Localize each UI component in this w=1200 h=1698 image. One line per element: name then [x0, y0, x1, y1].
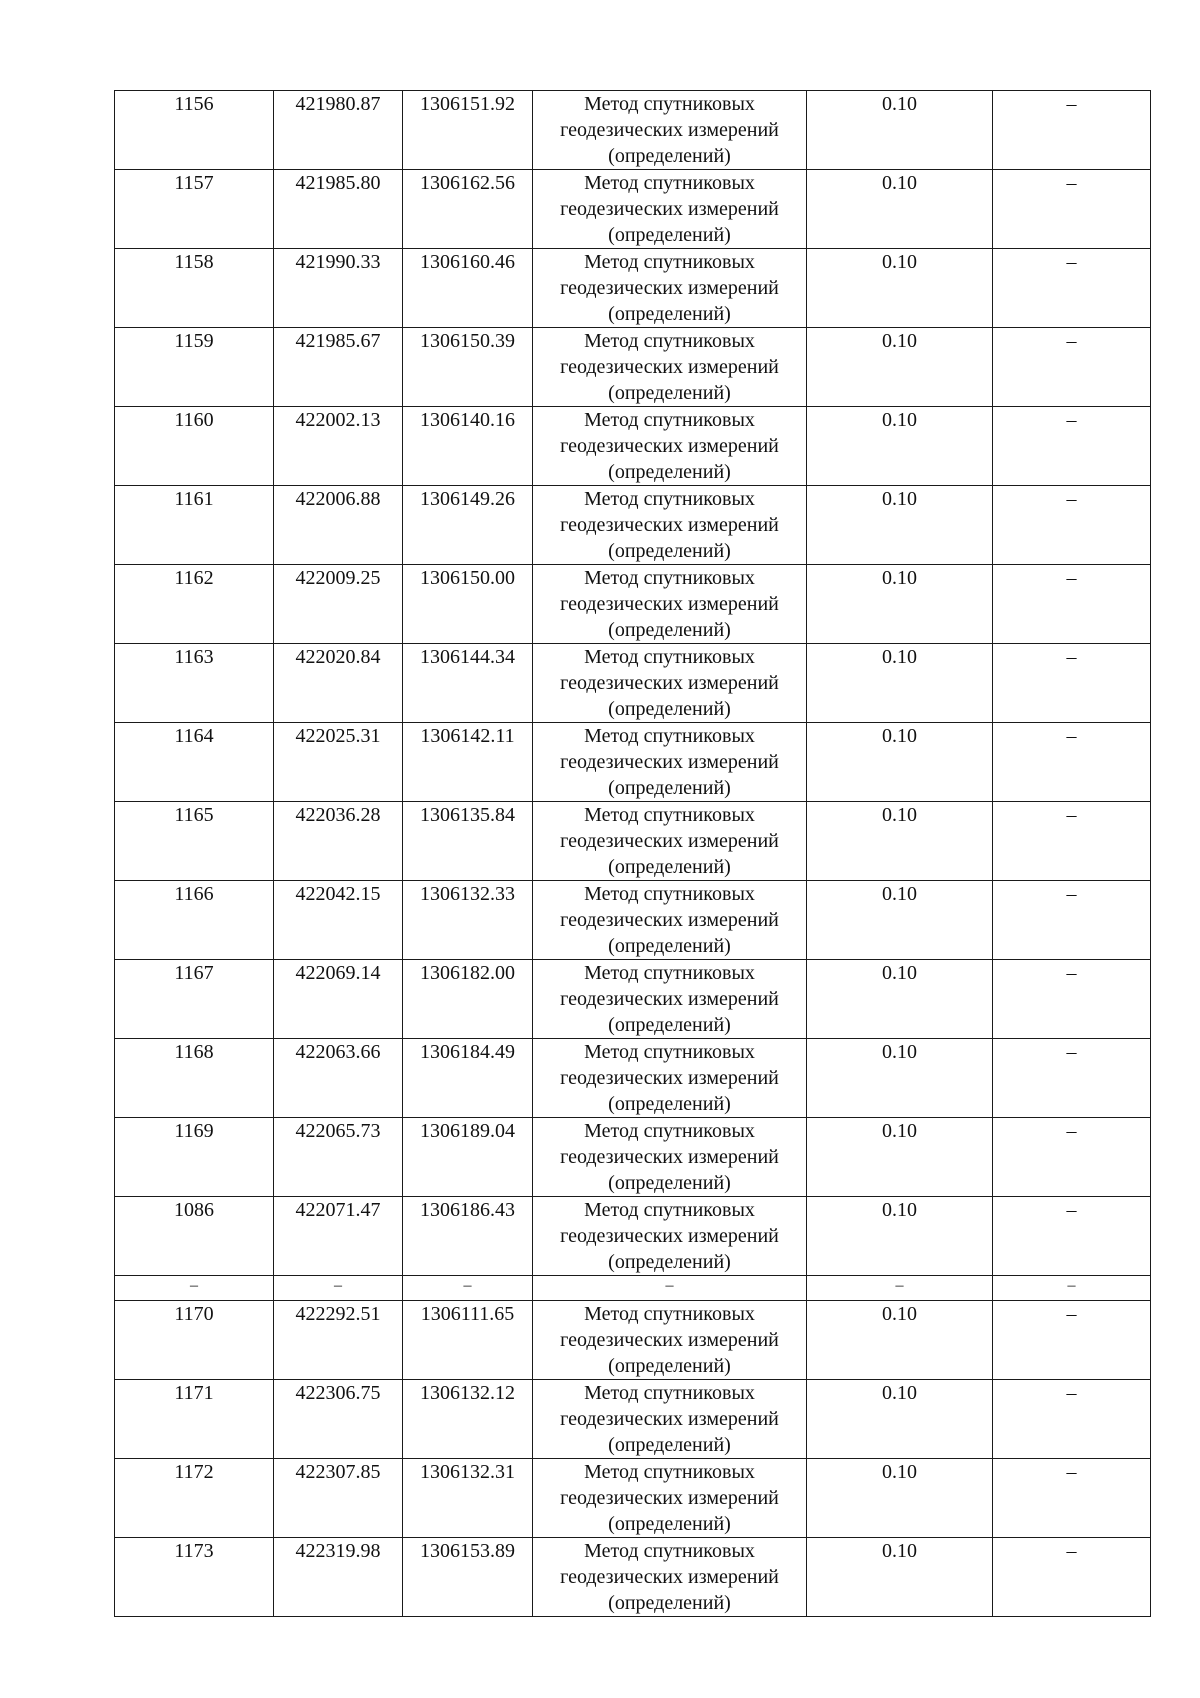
y-coordinate-cell: 1306142.11: [403, 723, 533, 802]
note-cell: –: [993, 1118, 1151, 1197]
accuracy-cell: 0.10: [807, 1118, 993, 1197]
y-coordinate-cell: 1306189.04: [403, 1118, 533, 1197]
note-cell: –: [993, 565, 1151, 644]
table-row: [115, 644, 1151, 723]
note-cell: –: [993, 1039, 1151, 1118]
accuracy-cell: 0.10: [807, 407, 993, 486]
accuracy-cell: 0.10: [807, 1459, 993, 1538]
y-coordinate-cell: 1306160.46: [403, 249, 533, 328]
table-row: [115, 1380, 1151, 1459]
table-row: [115, 802, 1151, 881]
point-number-cell: 1161: [115, 486, 274, 565]
y-coordinate-cell: 1306150.39: [403, 328, 533, 407]
note-cell: –: [993, 1301, 1151, 1380]
y-coordinate-cell: 1306186.43: [403, 1197, 533, 1276]
x-coordinate-cell: 422065.73: [274, 1118, 403, 1197]
note-cell: –: [993, 723, 1151, 802]
x-coordinate-cell: 422071.47: [274, 1197, 403, 1276]
y-coordinate-cell: 1306132.12: [403, 1380, 533, 1459]
y-coordinate-cell: 1306132.33: [403, 881, 533, 960]
note-cell: –: [993, 1380, 1151, 1459]
separator-row: [115, 1276, 1151, 1301]
x-coordinate-cell: 422319.98: [274, 1538, 403, 1617]
point-number-cell: 1165: [115, 802, 274, 881]
point-number-cell: 1171: [115, 1380, 274, 1459]
y-coordinate-cell: 1306140.16: [403, 407, 533, 486]
method-cell: Метод спутниковых геодезических измерений (определений): [533, 170, 807, 249]
note-cell: –: [993, 1276, 1151, 1301]
x-coordinate-cell: 422069.14: [274, 960, 403, 1039]
y-coordinate-cell: 1306150.00: [403, 565, 533, 644]
x-coordinate-cell: 421985.80: [274, 170, 403, 249]
table-row: [115, 1538, 1151, 1617]
table-row: [115, 881, 1151, 960]
note-cell: –: [993, 644, 1151, 723]
accuracy-cell: 0.10: [807, 1039, 993, 1118]
method-cell: Метод спутниковых геодезических измерений (определений): [533, 1380, 807, 1459]
table-row: [115, 1039, 1151, 1118]
method-cell: Метод спутниковых геодезических измерений (определений): [533, 1538, 807, 1617]
method-cell: Метод спутниковых геодезических измерений (определений): [533, 328, 807, 407]
x-coordinate-cell: 421980.87: [274, 91, 403, 170]
point-number-cell: 1170: [115, 1301, 274, 1380]
x-coordinate-cell: 422063.66: [274, 1039, 403, 1118]
note-cell: –: [993, 960, 1151, 1039]
point-number-cell: 1157: [115, 170, 274, 249]
note-cell: –: [993, 91, 1151, 170]
table-row: [115, 170, 1151, 249]
coordinates-table-body: [115, 91, 1151, 1617]
table-row: [115, 91, 1151, 170]
y-coordinate-cell: 1306182.00: [403, 960, 533, 1039]
y-coordinate-cell: 1306135.84: [403, 802, 533, 881]
y-coordinate-cell: –: [403, 1276, 533, 1301]
x-coordinate-cell: –: [274, 1276, 403, 1301]
accuracy-cell: 0.10: [807, 802, 993, 881]
accuracy-cell: 0.10: [807, 249, 993, 328]
y-coordinate-cell: 1306184.49: [403, 1039, 533, 1118]
note-cell: –: [993, 1538, 1151, 1617]
point-number-cell: 1086: [115, 1197, 274, 1276]
x-coordinate-cell: 422020.84: [274, 644, 403, 723]
method-cell: Метод спутниковых геодезических измерений (определений): [533, 249, 807, 328]
y-coordinate-cell: 1306151.92: [403, 91, 533, 170]
x-coordinate-cell: 422307.85: [274, 1459, 403, 1538]
point-number-cell: 1173: [115, 1538, 274, 1617]
point-number-cell: 1160: [115, 407, 274, 486]
x-coordinate-cell: 422002.13: [274, 407, 403, 486]
note-cell: –: [993, 407, 1151, 486]
table-row: [115, 249, 1151, 328]
y-coordinate-cell: 1306144.34: [403, 644, 533, 723]
y-coordinate-cell: 1306111.65: [403, 1301, 533, 1380]
x-coordinate-cell: 422306.75: [274, 1380, 403, 1459]
point-number-cell: 1156: [115, 91, 274, 170]
table-row: [115, 407, 1151, 486]
table-row: [115, 1459, 1151, 1538]
x-coordinate-cell: 422292.51: [274, 1301, 403, 1380]
x-coordinate-cell: 422042.15: [274, 881, 403, 960]
accuracy-cell: 0.10: [807, 91, 993, 170]
note-cell: –: [993, 249, 1151, 328]
accuracy-cell: 0.10: [807, 328, 993, 407]
method-cell: Метод спутниковых геодезических измерений (определений): [533, 1118, 807, 1197]
x-coordinate-cell: 422006.88: [274, 486, 403, 565]
point-number-cell: –: [115, 1276, 274, 1301]
accuracy-cell: 0.10: [807, 565, 993, 644]
x-coordinate-cell: 422025.31: [274, 723, 403, 802]
point-number-cell: 1162: [115, 565, 274, 644]
method-cell: Метод спутниковых геодезических измерений (определений): [533, 960, 807, 1039]
point-number-cell: 1169: [115, 1118, 274, 1197]
x-coordinate-cell: 421990.33: [274, 249, 403, 328]
accuracy-cell: 0.10: [807, 1380, 993, 1459]
x-coordinate-cell: 422009.25: [274, 565, 403, 644]
method-cell: Метод спутниковых геодезических измерений (определений): [533, 723, 807, 802]
method-cell: Метод спутниковых геодезических измерений (определений): [533, 91, 807, 170]
accuracy-cell: 0.10: [807, 960, 993, 1039]
table-row: [115, 960, 1151, 1039]
accuracy-cell: –: [807, 1276, 993, 1301]
y-coordinate-cell: 1306153.89: [403, 1538, 533, 1617]
method-cell: Метод спутниковых геодезических измерений (определений): [533, 802, 807, 881]
method-cell: Метод спутниковых геодезических измерений (определений): [533, 407, 807, 486]
point-number-cell: 1159: [115, 328, 274, 407]
table-row: [115, 565, 1151, 644]
method-cell: Метод спутниковых геодезических измерений (определений): [533, 644, 807, 723]
table-row: [115, 1197, 1151, 1276]
note-cell: –: [993, 802, 1151, 881]
x-coordinate-cell: 421985.67: [274, 328, 403, 407]
method-cell: Метод спутниковых геодезических измерений (определений): [533, 565, 807, 644]
y-coordinate-cell: 1306149.26: [403, 486, 533, 565]
method-cell: Метод спутниковых геодезических измерений (определений): [533, 1039, 807, 1118]
coordinates-table: [114, 90, 1151, 1617]
table-row: [115, 1301, 1151, 1380]
method-cell: Метод спутниковых геодезических измерений (определений): [533, 881, 807, 960]
accuracy-cell: 0.10: [807, 1538, 993, 1617]
point-number-cell: 1168: [115, 1039, 274, 1118]
point-number-cell: 1164: [115, 723, 274, 802]
y-coordinate-cell: 1306162.56: [403, 170, 533, 249]
accuracy-cell: 0.10: [807, 486, 993, 565]
note-cell: –: [993, 1459, 1151, 1538]
note-cell: –: [993, 170, 1151, 249]
point-number-cell: 1163: [115, 644, 274, 723]
note-cell: –: [993, 881, 1151, 960]
note-cell: –: [993, 328, 1151, 407]
point-number-cell: 1167: [115, 960, 274, 1039]
accuracy-cell: 0.10: [807, 170, 993, 249]
method-cell: –: [533, 1276, 807, 1301]
y-coordinate-cell: 1306132.31: [403, 1459, 533, 1538]
point-number-cell: 1166: [115, 881, 274, 960]
table-row: [115, 328, 1151, 407]
method-cell: Метод спутниковых геодезических измерений (определений): [533, 1459, 807, 1538]
point-number-cell: 1172: [115, 1459, 274, 1538]
accuracy-cell: 0.10: [807, 644, 993, 723]
table-row: [115, 486, 1151, 565]
point-number-cell: 1158: [115, 249, 274, 328]
method-cell: Метод спутниковых геодезических измерений (определений): [533, 486, 807, 565]
table-row: [115, 1118, 1151, 1197]
table-row: [115, 723, 1151, 802]
accuracy-cell: 0.10: [807, 1301, 993, 1380]
note-cell: –: [993, 1197, 1151, 1276]
method-cell: Метод спутниковых геодезических измерений (определений): [533, 1301, 807, 1380]
accuracy-cell: 0.10: [807, 723, 993, 802]
note-cell: –: [993, 486, 1151, 565]
accuracy-cell: 0.10: [807, 1197, 993, 1276]
accuracy-cell: 0.10: [807, 881, 993, 960]
method-cell: Метод спутниковых геодезических измерений (определений): [533, 1197, 807, 1276]
x-coordinate-cell: 422036.28: [274, 802, 403, 881]
